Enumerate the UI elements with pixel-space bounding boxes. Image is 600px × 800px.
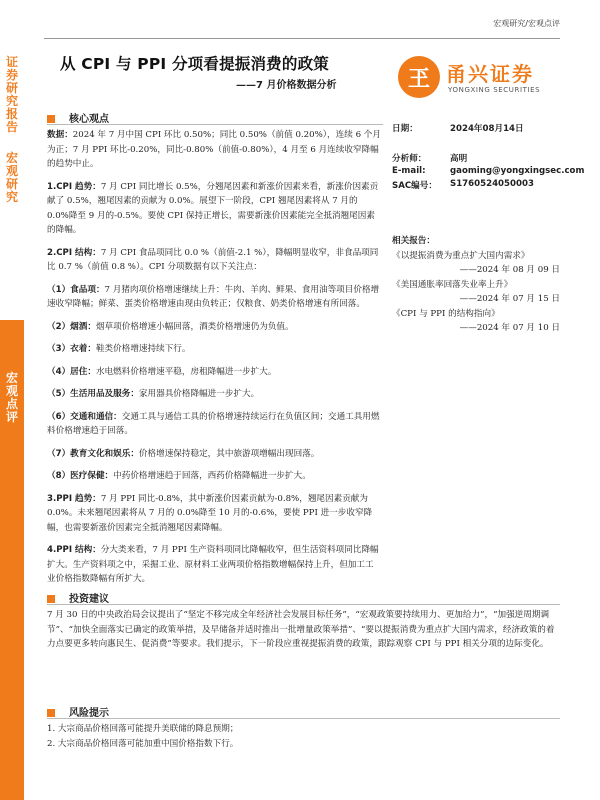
date-label: 日期：	[392, 124, 418, 134]
list-item: （5）生活用品及服务：家用器具价格降幅进一步扩大。	[47, 389, 260, 399]
company-logo	[398, 56, 558, 100]
side-label-area	[0, 52, 24, 332]
section-rule	[47, 124, 383, 125]
side-label-macro-comment: 宏观点评	[5, 371, 18, 424]
logo-english-name: YONGXING SECURITIES	[448, 86, 541, 94]
side-label-research: 证券研究报告	[5, 55, 18, 134]
list-item: （1）食品项：7 月猪肉项价格增速继续上升：牛肉、羊肉、鲜果、食用油等项目价格增速收窄降幅；鲜菜、蛋类价格增速由现由负转正；仅粮食、奶类价格增速有所回落。	[47, 284, 380, 309]
risk-item: 1. 大宗商品价格回落可能提升美联储的降息预期；	[47, 724, 239, 734]
related-report-date: ——2024 年 07 月 10 日	[459, 323, 560, 333]
sac-number: S1760524050003	[450, 179, 534, 189]
list-item: （7）教育文化和娱乐：价格增速保持稳定，其中旅游项增幅出现回落。	[47, 448, 320, 459]
related-report-date: ——2024 年 08 月 09 日	[459, 265, 560, 275]
logo-mark-icon: 玊	[398, 56, 440, 98]
paragraph: 4.PPI 结构：分大类来看，7 月 PPI 生产资料项同比降幅收窄，但生活资料项同比降幅扩大。生产资料项之中，采掘工业、原材料工业两项价格指数增幅保持上升，但加工工业价格指数降幅有所扩大。	[47, 545, 379, 584]
section-marker-icon	[47, 595, 55, 603]
section-invest-heading: 投资建议	[47, 590, 109, 605]
header-rule	[44, 38, 560, 39]
section-core-heading: 核心观点	[47, 110, 109, 125]
paragraph: 1.CPI 趋势：7 月 CPI 同比增长 0.5%，分翘尾因素和新涨价因素来看，新涨价因素贡献了 0.5%，翘尾因素的贡献为 0.0%。展望下一阶段，CPI 翘尾因素将从 7 月的 0.0%降至 9 月的-0.5%。要使 CPI 保持正增长，需要新涨价因素能完全抵消翘尾因素的降幅。	[47, 181, 379, 235]
report-subtitle: ——7 月价格数据分析	[236, 80, 337, 91]
analyst-email[interactable]: gaoming@yongxingsec.com	[450, 166, 585, 176]
paragraph: 3.PPI 趋势：7 月 PPI 同比-0.8%，其中新涨价因素贡献为-0.8%，翘尾因素贡献为 0.0%。未来翘尾因素将从 7 月的 0.0%降至 10 月的-0.6%，要使 PPI 进一步收窄降幅，也需要新涨价因素完全抵消翘尾因素降幅。	[47, 493, 373, 533]
related-report-title[interactable]: 《以提振消费为重点扩大国内需求》	[392, 250, 530, 261]
risk-list	[47, 722, 560, 751]
section-marker-icon	[47, 115, 55, 123]
side-orange-bar	[0, 320, 24, 800]
related-report-title[interactable]: 《CPI 与 PPI 的结构指向》	[392, 308, 500, 319]
list-item: （2）烟酒：烟草项价格增速小幅回落，酒类价格增速仍为负值。	[47, 321, 294, 332]
analyst-name: 高明	[450, 154, 468, 164]
related-report-title[interactable]: 《美国通胀率回落失业率上升》	[392, 279, 513, 290]
report-type-tag: 宏观研究/宏观点评	[493, 19, 560, 28]
report-title: 从 CPI 与 PPI 分项看提振消费的政策	[60, 55, 329, 73]
section-marker-icon	[47, 709, 55, 717]
section-rule	[47, 718, 560, 719]
list-item: （4）居住：水电燃料价格增速平稳，房租降幅进一步扩大。	[47, 366, 277, 377]
section-risk-heading: 风险提示	[47, 704, 109, 719]
sac-label: SAC编号：	[392, 181, 437, 191]
invest-text: 7 月 30 日的中央政治局会议提出了“坚定不移完成全年经济社会发展目标任务”，“宏观政策要持续用力、更加给力”，“加强逆周期调节”、“加快全面落实已确定的政策举措，及早储备并适时推出一批增量政策举措”、“要以提振消费为重点扩大国内需求，经济政策的着力点要更多转向惠民生、促消费”等要求。我们提示，下一阶段应重视提振消费的政策，跟踪观察 CPI 与 PPI 相关分项的边际变化。	[47, 610, 555, 649]
side-label-macro: 宏观研究	[5, 151, 18, 204]
section-rule	[47, 604, 560, 605]
list-item: （6）交通和通信：交通工具与通信工具的价格增速持续运行在负值区间；交通工具用燃料价格增速趋于回落。	[47, 411, 380, 436]
related-report-date: ——2024 年 07 月 15 日	[459, 294, 560, 304]
list-item: （8）医疗保健：中药价格增速趋于回落，西药价格降幅进一步扩大。	[47, 471, 311, 481]
core-content	[47, 128, 382, 595]
email-label: E-mail:	[392, 166, 426, 176]
logo-chinese-name: 甬兴证券	[446, 62, 534, 86]
related-reports-heading: 相关报告：	[392, 236, 435, 246]
risk-item: 2. 大宗商品价格回落可能加重中国价格指数下行。	[47, 738, 239, 749]
related-reports	[392, 234, 560, 336]
list-item: （3）衣着：鞋类价格增速持续下行。	[47, 344, 191, 354]
paragraph: 2.CPI 结构：7 月 CPI 食品项同比 0.0 %（前值-2.1 %），降幅明显收窄，非食品项同比 0.7 %（前值 0.8 %）。CPI 分项数据有以下关注点：	[47, 247, 379, 272]
analyst-label: 分析师：	[392, 154, 427, 164]
paragraph: 数据：2024 年 7 月中国 CPI 环比 0.50%；同比 0.50%（前值 0.20%），连续 6 个月为正；7 月 PPI 环比-0.20%，同比-0.80%（前值-0.80%），4 月至 6 月连续收窄降幅的趋势中止。	[47, 130, 381, 169]
report-date: 2024年08月14日	[450, 124, 524, 134]
